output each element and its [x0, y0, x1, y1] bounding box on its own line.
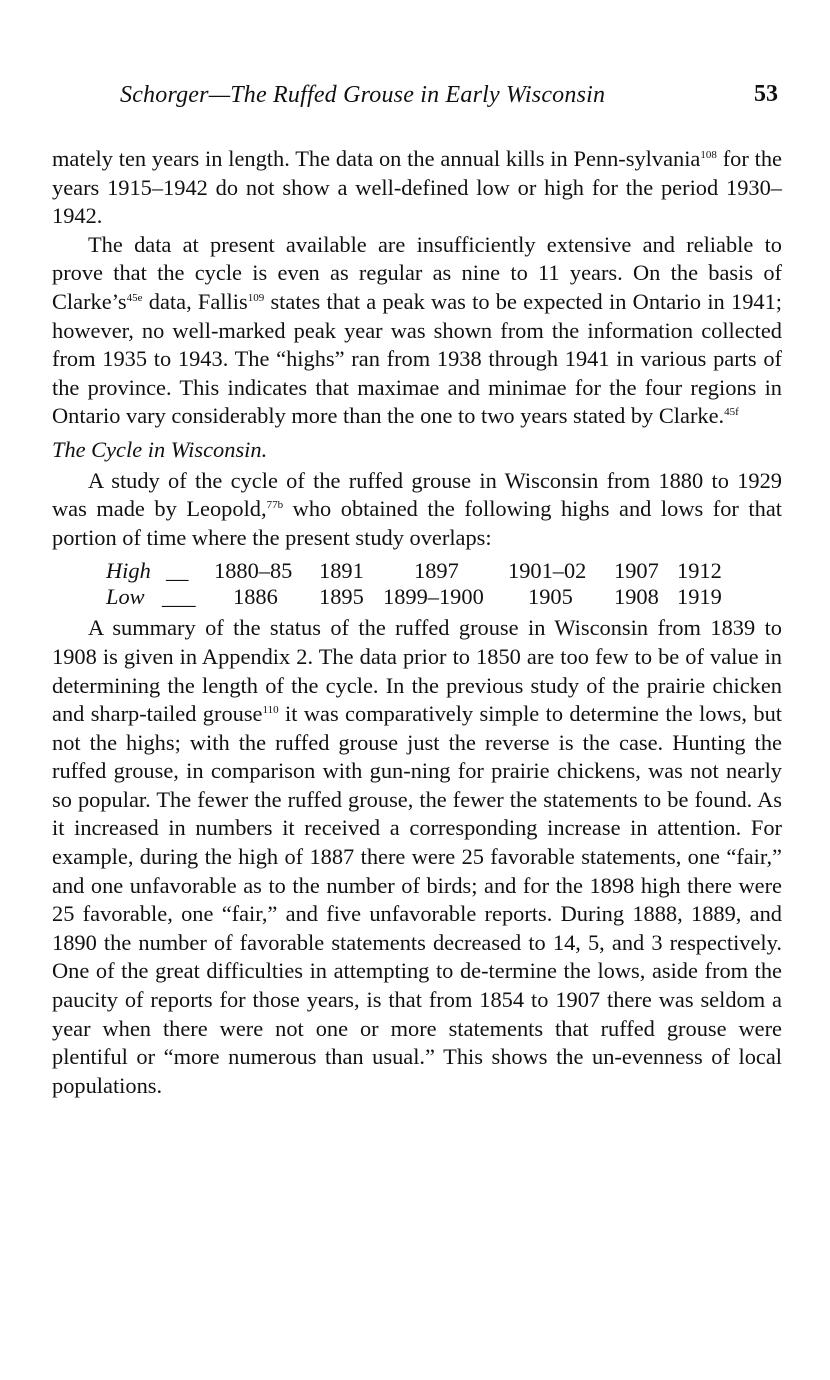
- book-page: [52, 82, 782, 1100]
- page-number: 53: [754, 81, 778, 107]
- low-value: 1899–1900: [383, 584, 484, 610]
- footnote-reference: 77b: [266, 499, 284, 512]
- paragraph-2: [52, 231, 782, 431]
- footnote-reference: 108: [700, 149, 717, 161]
- high-leader: __: [166, 558, 189, 584]
- paragraph-text: for the years 1915–1942 do not show a well-defined low or high for the period 1930–1942.: [52, 146, 782, 229]
- low-value: 1919: [677, 584, 722, 610]
- high-value: 1907: [614, 558, 659, 584]
- footnote-reference: 45f: [724, 406, 739, 419]
- page-header: [52, 82, 782, 122]
- high-value: 1880–85: [214, 558, 293, 584]
- footnote-reference: 109: [247, 291, 265, 304]
- paragraph-text: A study of the cycle of the ruffed grouse in Wisconsin from 1880 to 1929 was made by Leopold,: [52, 467, 782, 522]
- running-title: Schorger—The Ruffed Grouse in Early Wisconsin: [120, 82, 606, 108]
- paragraph-text: it was comparatively simple to determine the lows, but not the highs; with the ruffed grouse just the reverse is the case. Hunting the ruffed grouse, in comparison with gun-ning for prairie chickens, was not nearly so popular. The fewer the ruffed grouse, the fewer the statements to be found. As it increased in numbers it received a corresponding increase in attention. For example, during the high of 1887 there were 25 favorable statements, one “fair,” and one unfavorable as to the number of birds; and for the 1898 high there were 25 favorable, one “fair,” and five unfavorable reports. During 1888, 1889, and 1890 the number of favorable statements decreased to 14, 5, and 3 respectively. One of the great difficulties in attempting to de-termine the lows, aside from the paucity of reports for those years, is that from 1854 to 1907 there was seldom a year when there were not one or more statements that ruffed grouse were plentiful or “more numerous than usual.” This shows the un-evenness of local populations.: [52, 701, 782, 1098]
- section-heading: The Cycle in Wisconsin.: [52, 436, 268, 462]
- paragraph-1: [52, 145, 782, 231]
- paragraph-text: mately ten years in length. The data on the annual kills in Penn-sylvania: [52, 146, 701, 171]
- paragraph-text: who obtained the following highs and lows for that portion of time where the present study overlaps:: [52, 496, 783, 550]
- high-value: 1891: [319, 558, 364, 584]
- paragraph-text: The data at present available are insufficiently extensive and reliable to prove that the cycle is even as regular as nine to 11 years. On the basis of Clarke’s: [52, 231, 782, 314]
- paragraph-3: [52, 467, 782, 553]
- low-row: [106, 584, 782, 610]
- body-text: [52, 145, 782, 1100]
- paragraph-text: data, Fallis: [142, 288, 248, 314]
- low-value: 1905: [528, 584, 573, 610]
- paragraph-text: states that a peak was to be expected in Ontario in 1941; however, no well-marked peak year was shown from the information collected from 1935 to 1943. The “highs” ran from 1938 through 1941 in various parts of the province. This indicates that maximae and minimae for the four regions in Ontario vary considerably more than the one to two years stated by Clarke.: [52, 288, 783, 429]
- low-value: 1886: [233, 584, 278, 610]
- high-value: 1912: [677, 558, 722, 584]
- high-row: [106, 558, 782, 584]
- high-label: High: [106, 558, 151, 584]
- paragraph-text: A summary of the status of the ruffed grouse in Wisconsin from 1839 to 1908 is given in Appendix 2. The data prior to 1850 are too few to be of value in determining the length of the cycle. In the previous study of the prairie chicken and sharp-tailed grouse: [52, 615, 782, 727]
- paragraph-4: [52, 614, 782, 1100]
- footnote-reference: 110: [262, 704, 279, 717]
- low-value: 1908: [614, 584, 659, 610]
- footnote-reference: 45e: [126, 291, 143, 304]
- highs-lows-table: [106, 558, 782, 610]
- high-value: 1901–02: [508, 558, 587, 584]
- high-value: 1897: [414, 558, 459, 584]
- low-leader: ___: [162, 584, 196, 610]
- low-label: Low: [106, 584, 145, 610]
- low-value: 1895: [319, 584, 364, 610]
